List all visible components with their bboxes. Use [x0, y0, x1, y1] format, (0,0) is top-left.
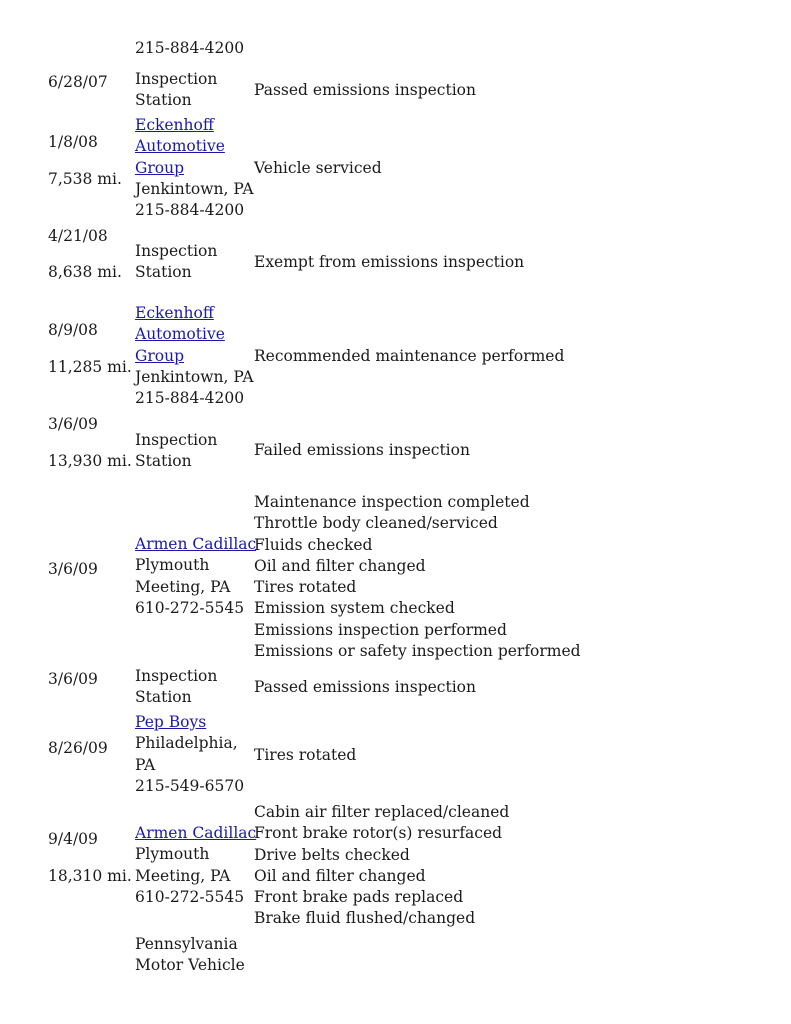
source-line: Station [135, 263, 192, 282]
source-line: 215-549-6570 [135, 776, 245, 795]
source-line: 215-884-4200 [135, 201, 245, 220]
previous-record-phone [135, 38, 244, 59]
source-line: 610-272-5545 [135, 598, 245, 617]
source-line: PA [135, 755, 156, 774]
dealer-link-text: Armen Cadillac [135, 824, 257, 842]
service-date: 3/6/09 [48, 415, 98, 433]
dealer-link-text: Eckenhoff [135, 304, 214, 322]
source-line: Inspection [135, 70, 218, 88]
service-date: 6/28/07 [48, 73, 108, 91]
source-line: Meeting, PA [135, 577, 231, 596]
source-line: Plymouth [135, 845, 210, 864]
source-line: 215-884-4200 [135, 389, 245, 408]
phone-number: 215-884-4200 [135, 39, 245, 57]
detail-item: Oil and filter changed [254, 556, 426, 575]
detail-item: Failed emissions inspection [254, 441, 470, 459]
detail-item: Vehicle serviced [254, 159, 382, 177]
detail-item: Recommended maintenance performed [254, 347, 565, 365]
dealer-link-text: Group [135, 158, 185, 177]
source-line: Station [135, 452, 192, 471]
detail-item: Emissions inspection performed [254, 620, 507, 639]
dealer-link-text: Automotive [135, 137, 225, 156]
detail-item: Maintenance inspection completed [254, 493, 530, 511]
dealer-link-text: Group [135, 346, 185, 365]
detail-item: Passed emissions inspection [254, 81, 476, 99]
dealer-link-eckenhoff[interactable] [135, 136, 254, 157]
source-line: Jenkintown, PA [135, 367, 254, 386]
detail-item: Emissions or safety inspection performed [254, 642, 581, 661]
source-line: Inspection [135, 431, 218, 449]
detail-item: Tires rotated [254, 746, 357, 764]
source-line: Inspection [135, 242, 218, 260]
service-date: 9/4/09 [48, 830, 98, 848]
source-line: Station [135, 688, 192, 707]
source-line: Philadelphia, [135, 734, 238, 753]
dealer-link-eckenhoff[interactable] [135, 324, 254, 345]
detail-item: Throttle body cleaned/serviced [254, 514, 498, 533]
dealer-link-armen-cadillac[interactable] [135, 534, 256, 555]
odometer-reading: 11,285 mi. [48, 358, 132, 376]
source-line: Plymouth [135, 556, 210, 575]
dealer-link-eckenhoff[interactable] [135, 115, 254, 136]
detail-item: Oil and filter changed [254, 866, 426, 885]
odometer-reading: 8,638 mi. [48, 263, 122, 281]
service-date: 4/21/08 [48, 227, 108, 245]
source-line: Jenkintown, PA [135, 179, 254, 198]
dealer-link-eckenhoff[interactable] [135, 158, 254, 179]
source-line: Motor Vehicle [135, 956, 245, 975]
source-line: Station [135, 91, 192, 110]
dealer-link-eckenhoff[interactable] [135, 303, 254, 324]
source-line: Inspection [135, 667, 218, 685]
detail-item: Tires rotated [254, 578, 357, 597]
detail-item: Front brake rotor(s) resurfaced [254, 824, 503, 843]
detail-item: Passed emissions inspection [254, 678, 476, 696]
detail-item: Drive belts checked [254, 845, 410, 864]
dealer-link-text: Eckenhoff [135, 116, 214, 134]
service-date: 1/8/08 [48, 133, 98, 151]
odometer-reading: 13,930 mi. [48, 452, 132, 470]
source-line: 610-272-5545 [135, 887, 245, 906]
service-date: 8/26/09 [48, 739, 108, 757]
dealer-link-text: Automotive [135, 325, 225, 344]
dealer-link-text: Pep Boys [135, 713, 207, 731]
odometer-reading: 7,538 mi. [48, 170, 122, 188]
detail-item: Front brake pads replaced [254, 888, 464, 907]
detail-item: Exempt from emissions inspection [254, 253, 525, 271]
detail-item: Brake fluid flushed/changed [254, 909, 476, 928]
service-date: 3/6/09 [48, 670, 98, 688]
source-line: Pennsylvania [135, 935, 238, 953]
dealer-link-armen-cadillac[interactable] [135, 823, 256, 844]
detail-item: Emission system checked [254, 599, 455, 618]
service-date: 8/9/08 [48, 321, 98, 339]
dealer-link-eckenhoff[interactable] [135, 346, 254, 367]
source-line: Meeting, PA [135, 866, 231, 885]
odometer-reading: 18,310 mi. [48, 867, 132, 885]
service-date: 3/6/09 [48, 560, 98, 578]
dealer-link-pep-boys[interactable] [135, 712, 244, 733]
detail-item: Fluids checked [254, 535, 373, 554]
dealer-link-text: Armen Cadillac [135, 535, 257, 553]
detail-item: Cabin air filter replaced/cleaned [254, 803, 510, 821]
